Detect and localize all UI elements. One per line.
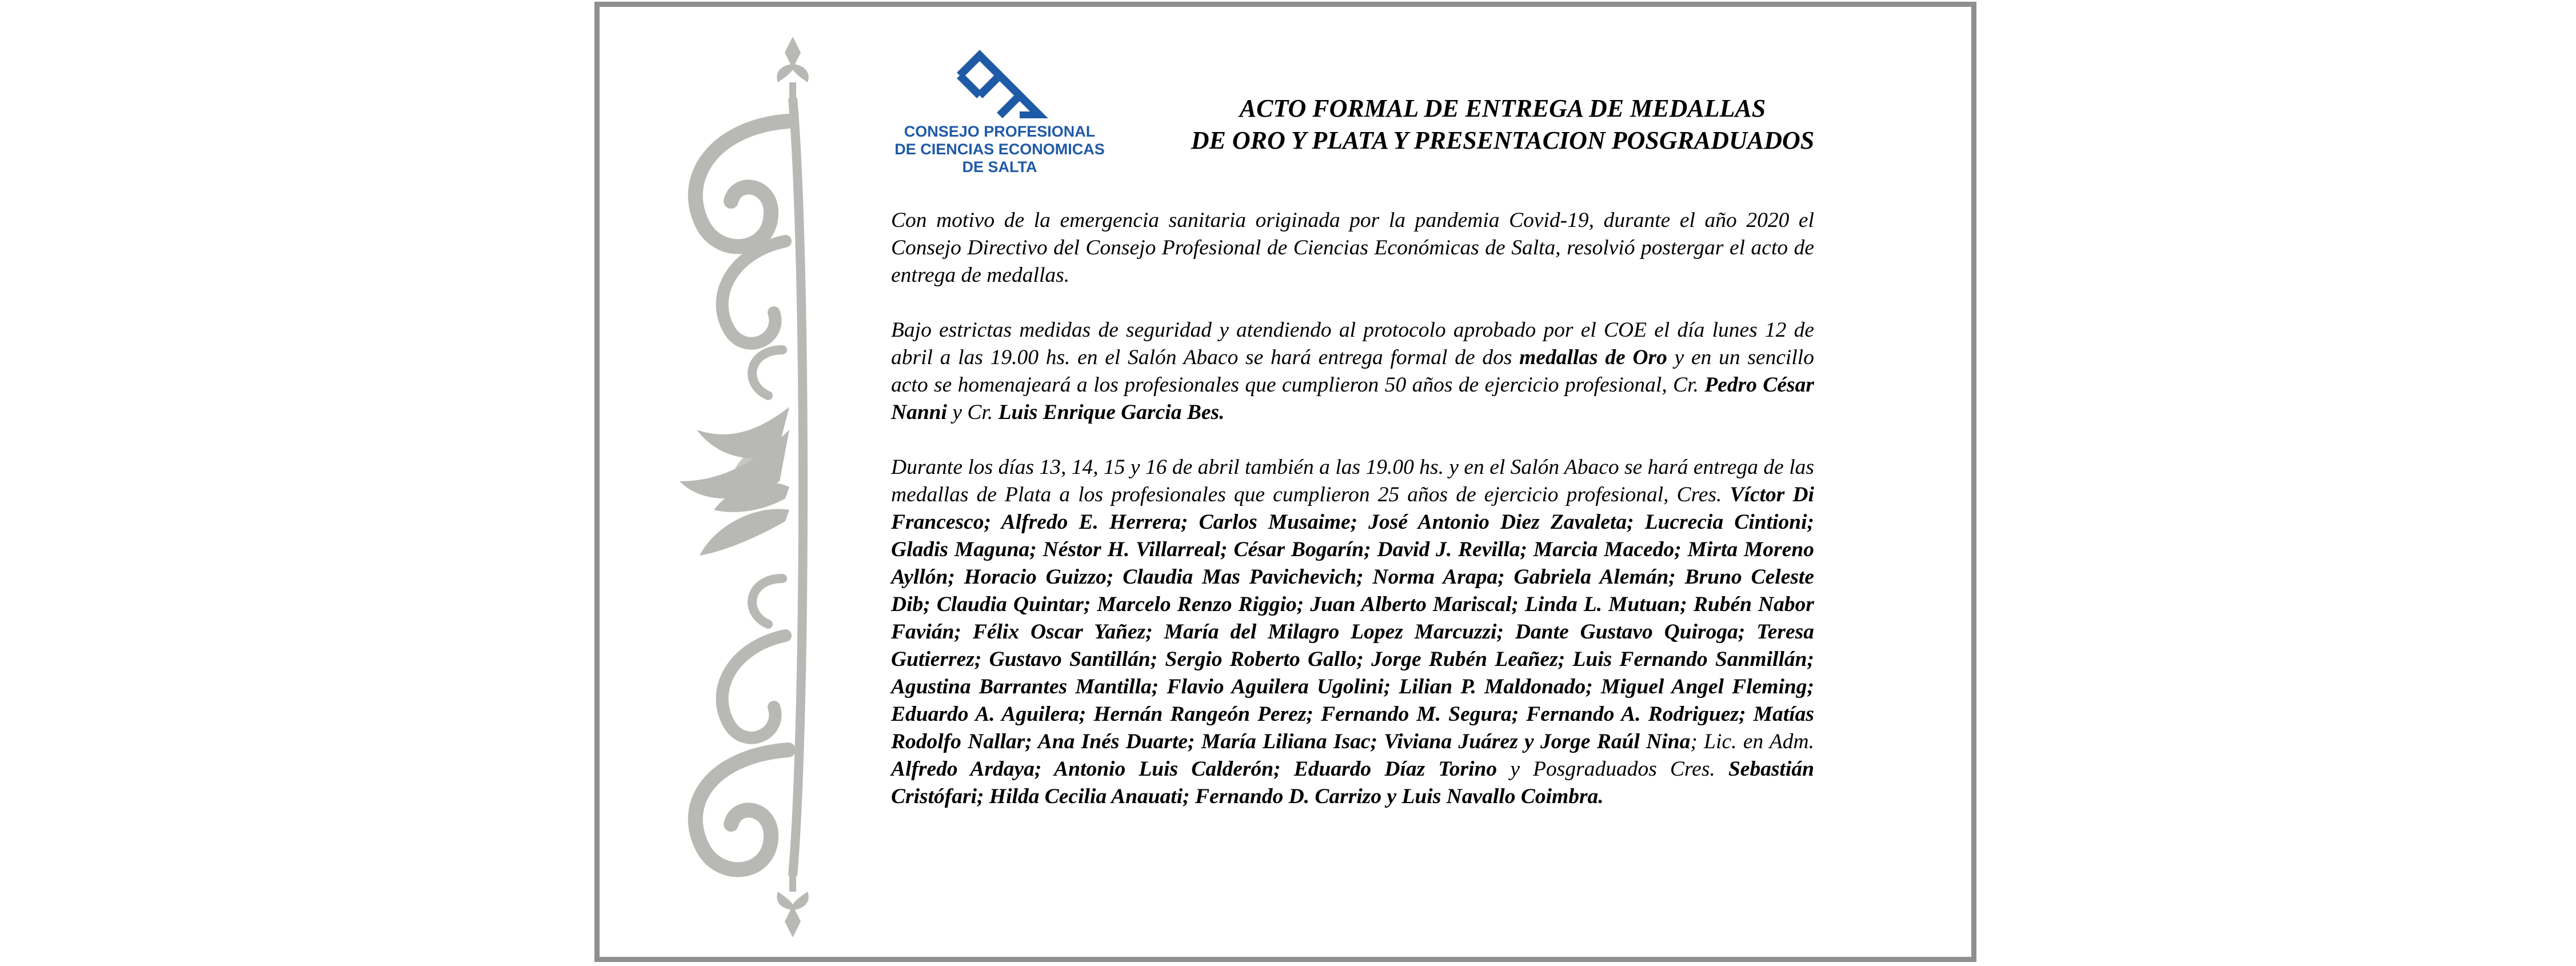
document-title: [1148, 93, 1857, 157]
logo-line-1: CONSEJO PROFESIONAL: [904, 123, 1096, 140]
p3-text-a: Durante los días 13, 14, 15 y 16 de abril también a las 19.00 hs. y en el Salón Abaco se hará entrega de las medallas de Plata a los profesionales que cumplieron 25 años de ejercicio profesional, Cres.: [891, 456, 1814, 506]
p3-bold-b: Alfredo Ardaya; Antonio Luis Calderón; Eduardo Díaz Torino: [891, 757, 1497, 781]
p2-text-c: y Cr.: [946, 401, 999, 424]
p2-bold-b: Pedro César Nanni: [891, 373, 1814, 424]
document-body: [891, 207, 1814, 838]
p2-text-a: Bajo estrictas medidas de seguridad y atendiendo al protocolo aprobado por el COE el día lunes 12 de abril a las 19.00 hs. en el Salón Abaco se hará entrega formal de dos: [891, 318, 1814, 369]
paragraph-3: [891, 454, 1814, 811]
cpce-emblem-icon: [948, 44, 1051, 118]
p2-text-b: y en un sencillo acto se homenajeará a los profesionales que cumplieron 50 años de ejercicio profesional, Cr.: [891, 346, 1814, 397]
paragraph-2: [891, 317, 1814, 426]
p3-bold-c: Sebastián Cristófari; Hilda Cecilia Anauati; Fernando D. Carrizo y Luis Navallo Coimbra.: [891, 757, 1814, 808]
paragraph-1: Con motivo de la emergencia sanitaria originada por la pandemia Covid-19, durante el año 2020 el Consejo Directivo del Consejo Profesional de Ciencias Económicas de Salta, resolvió postergar el acto de entrega de medallas.: [891, 209, 1814, 287]
title-line-1: ACTO FORMAL DE ENTREGA DE MEDALLAS: [1239, 94, 1766, 122]
p3-bold-a: Víctor Di Francesco; Alfredo E. Herrera; Carlos Musaime; José Antonio Diez Zavaleta; Lucrecia Cintioni; Gladis Maguna; Néstor H. Villarreal; César Bogarín; David J. Revilla; Marcia Macedo; Mirta Moreno Ayllón; Horacio Guizzo; Claudia Mas Pavichevich; Norma Arapa; Gabriela Alemán; Bruno Celeste Dib; Claudia Quintar; Marcelo Renzo Riggio; Juan Alberto Mariscal; Linda L. Mutuan; Rubén Nabor Favián; Félix Oscar Yañez; María del Milagro Lopez Marcuzzi; Dante Gustavo Quiroga; Teresa Gutierrez; Gustavo Santillán; Sergio Roberto Gallo; Jorge Rubén Leañez; Luis Fernando Sanmillán; Agustina Barrantes Mantilla; Flavio Aguilera Ugolini; Lilian P. Maldonado; Miguel Angel Fleming; Eduardo A. Aguilera; Hernán Rangeón Perez; Fernando M. Segura; Fernando A. Rodriguez; Matías Rodolfo Nallar; Ana Inés Duarte; María Liliana Isac; Viviana Juárez y Jorge Raúl Nina: [891, 483, 1814, 753]
p3-text-b: ; Lic. en Adm.: [1690, 730, 1814, 753]
invitation-card: [594, 2, 1976, 962]
logo-line-3: DE SALTA: [962, 158, 1037, 175]
p3-text-c: y Posgraduados Cres.: [1497, 757, 1728, 781]
logo-line-2: DE CIENCIAS ECONOMICAS: [894, 141, 1105, 158]
floral-ornament: [645, 30, 840, 944]
p2-bold-c: Luis Enrique Garcia Bes.: [998, 401, 1225, 424]
institution-logo: [891, 44, 1108, 176]
title-line-2: DE ORO Y PLATA Y PRESENTACION POSGRADUADOS: [1191, 126, 1815, 154]
p2-bold-a: medallas de Oro: [1519, 346, 1667, 369]
